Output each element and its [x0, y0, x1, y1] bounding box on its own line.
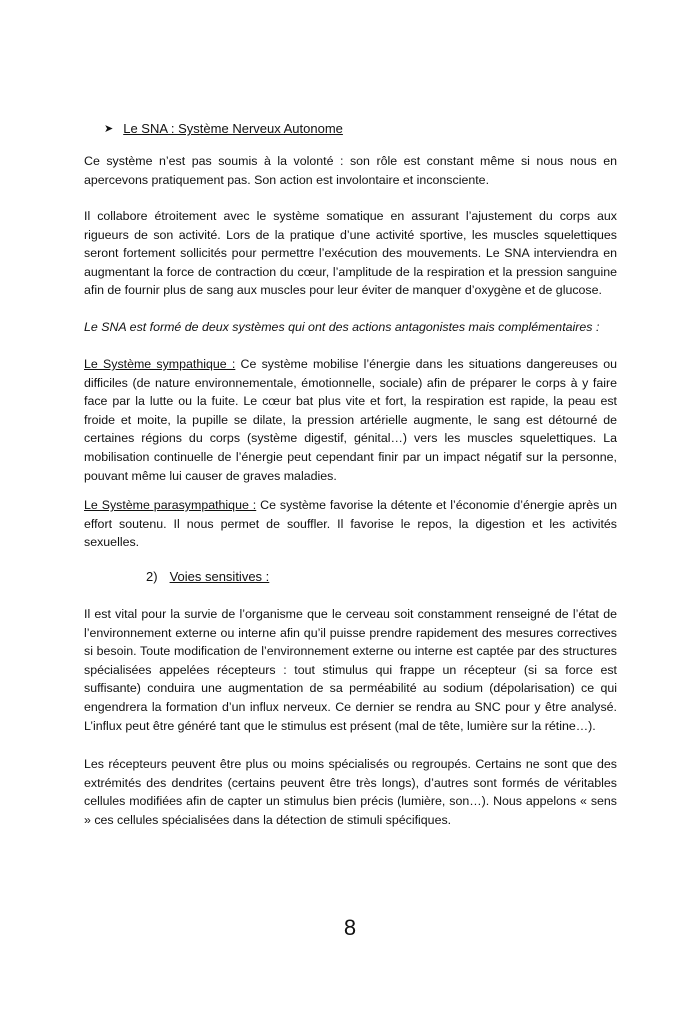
subsection-number: 2)	[146, 569, 158, 584]
arrow-right-icon: ➤	[104, 123, 114, 135]
sympathetic-label: Le Système sympathique :	[84, 357, 236, 371]
sympathetic-text: Ce système mobilise l’énergie dans les situations dangereuses ou difficiles (de nature environnementale, émotionnelle, sociale) afin de préparer le corps à y faire face par la lutte ou la fuite. Le cœur bat plus vite et fort, la respiration est rapide, la peau est froide et moite, la pupille se dilate, la pression artérielle augmente, le sang est détourné de certaines régions du corps (système digestif, génital…) vers les muscles squelettiques. La mobilisation continuelle de l’énergie peut cependant finir par un impact négatif sur la personne, pouvant même lui causer de graves maladies.	[84, 357, 617, 483]
paragraph-sympathetic	[84, 355, 617, 485]
paragraph-collaboration: Il collabore étroitement avec le système somatique en assurant l’ajustement du corps aux rigueurs de son activité. Lors de la pratique d’une activité sportive, les muscles squelettiques seront fortement sollicités pour permettre l’exécution des mouvements. Le SNA interviendra en augmentant la force de contraction du cœur, l’amplitude de la respiration et la pression sanguine afin de fournir plus de sang aux muscles pour leur éviter de manquer d’oxygène et de glucose.	[84, 209, 617, 298]
parasympathetic-text: Ce système favorise la détente et l’économie d’énergie après un effort soutenu. Il nous permet de souffler. Il favorise le repos, la digestion et les activités sexuelles.	[84, 498, 617, 550]
paragraph-intro: Ce système n’est pas soumis à la volonté : son rôle est constant même si nous nous en apercevons pratiquement pas. Son action est involontaire et inconsciente.	[84, 154, 617, 187]
paragraph-sensory-pathways: Il est vital pour la survie de l’organisme que le cerveau soit constamment renseigné de l’état de l’environnement externe ou interne afin qu’il puisse prendre rapidement des mesures correctives si besoin. Toute modification de l’environnement externe ou interne est captée par des structures spécialisées appelées récepteurs : tout stimulus qui frappe un récepteur (si sa force est suffisante) conduira une augmentation de sa perméabilité au sodium (dépolarisation) ce qui engendrera la formation d’un influx nerveux. Ce dernier se rendra au SNC pour y être analysé. L’influx peut être généré tant que le stimulus est présent (mal de tête, lumière sur la rétine…).	[84, 607, 617, 733]
paragraph-parasympathetic	[84, 496, 617, 552]
paragraph-receptors: Les récepteurs peuvent être plus ou moins spécialisés ou regroupés. Certains ne sont que des extrémités des dendrites (certains peuvent être très longs), d’autres sont formés de véritables cellules modifiées afin de capter un stimulus bien précis (lumière, son…). Nous appelons « sens » ces cellules spécialisées dans la détection de stimuli spécifiques.	[84, 757, 617, 827]
paragraph-two-systems: Le SNA est formé de deux systèmes qui ont des actions antagonistes mais complémentaires :	[84, 320, 600, 334]
subsection-title: Voies sensitives :	[169, 569, 270, 584]
subsection-heading	[146, 568, 269, 586]
section-title: Le SNA : Système Nerveux Autonome	[123, 121, 343, 136]
section-heading	[104, 120, 343, 138]
page-number: 8	[343, 915, 357, 940]
parasympathetic-label: Le Système parasympathique :	[84, 498, 257, 512]
